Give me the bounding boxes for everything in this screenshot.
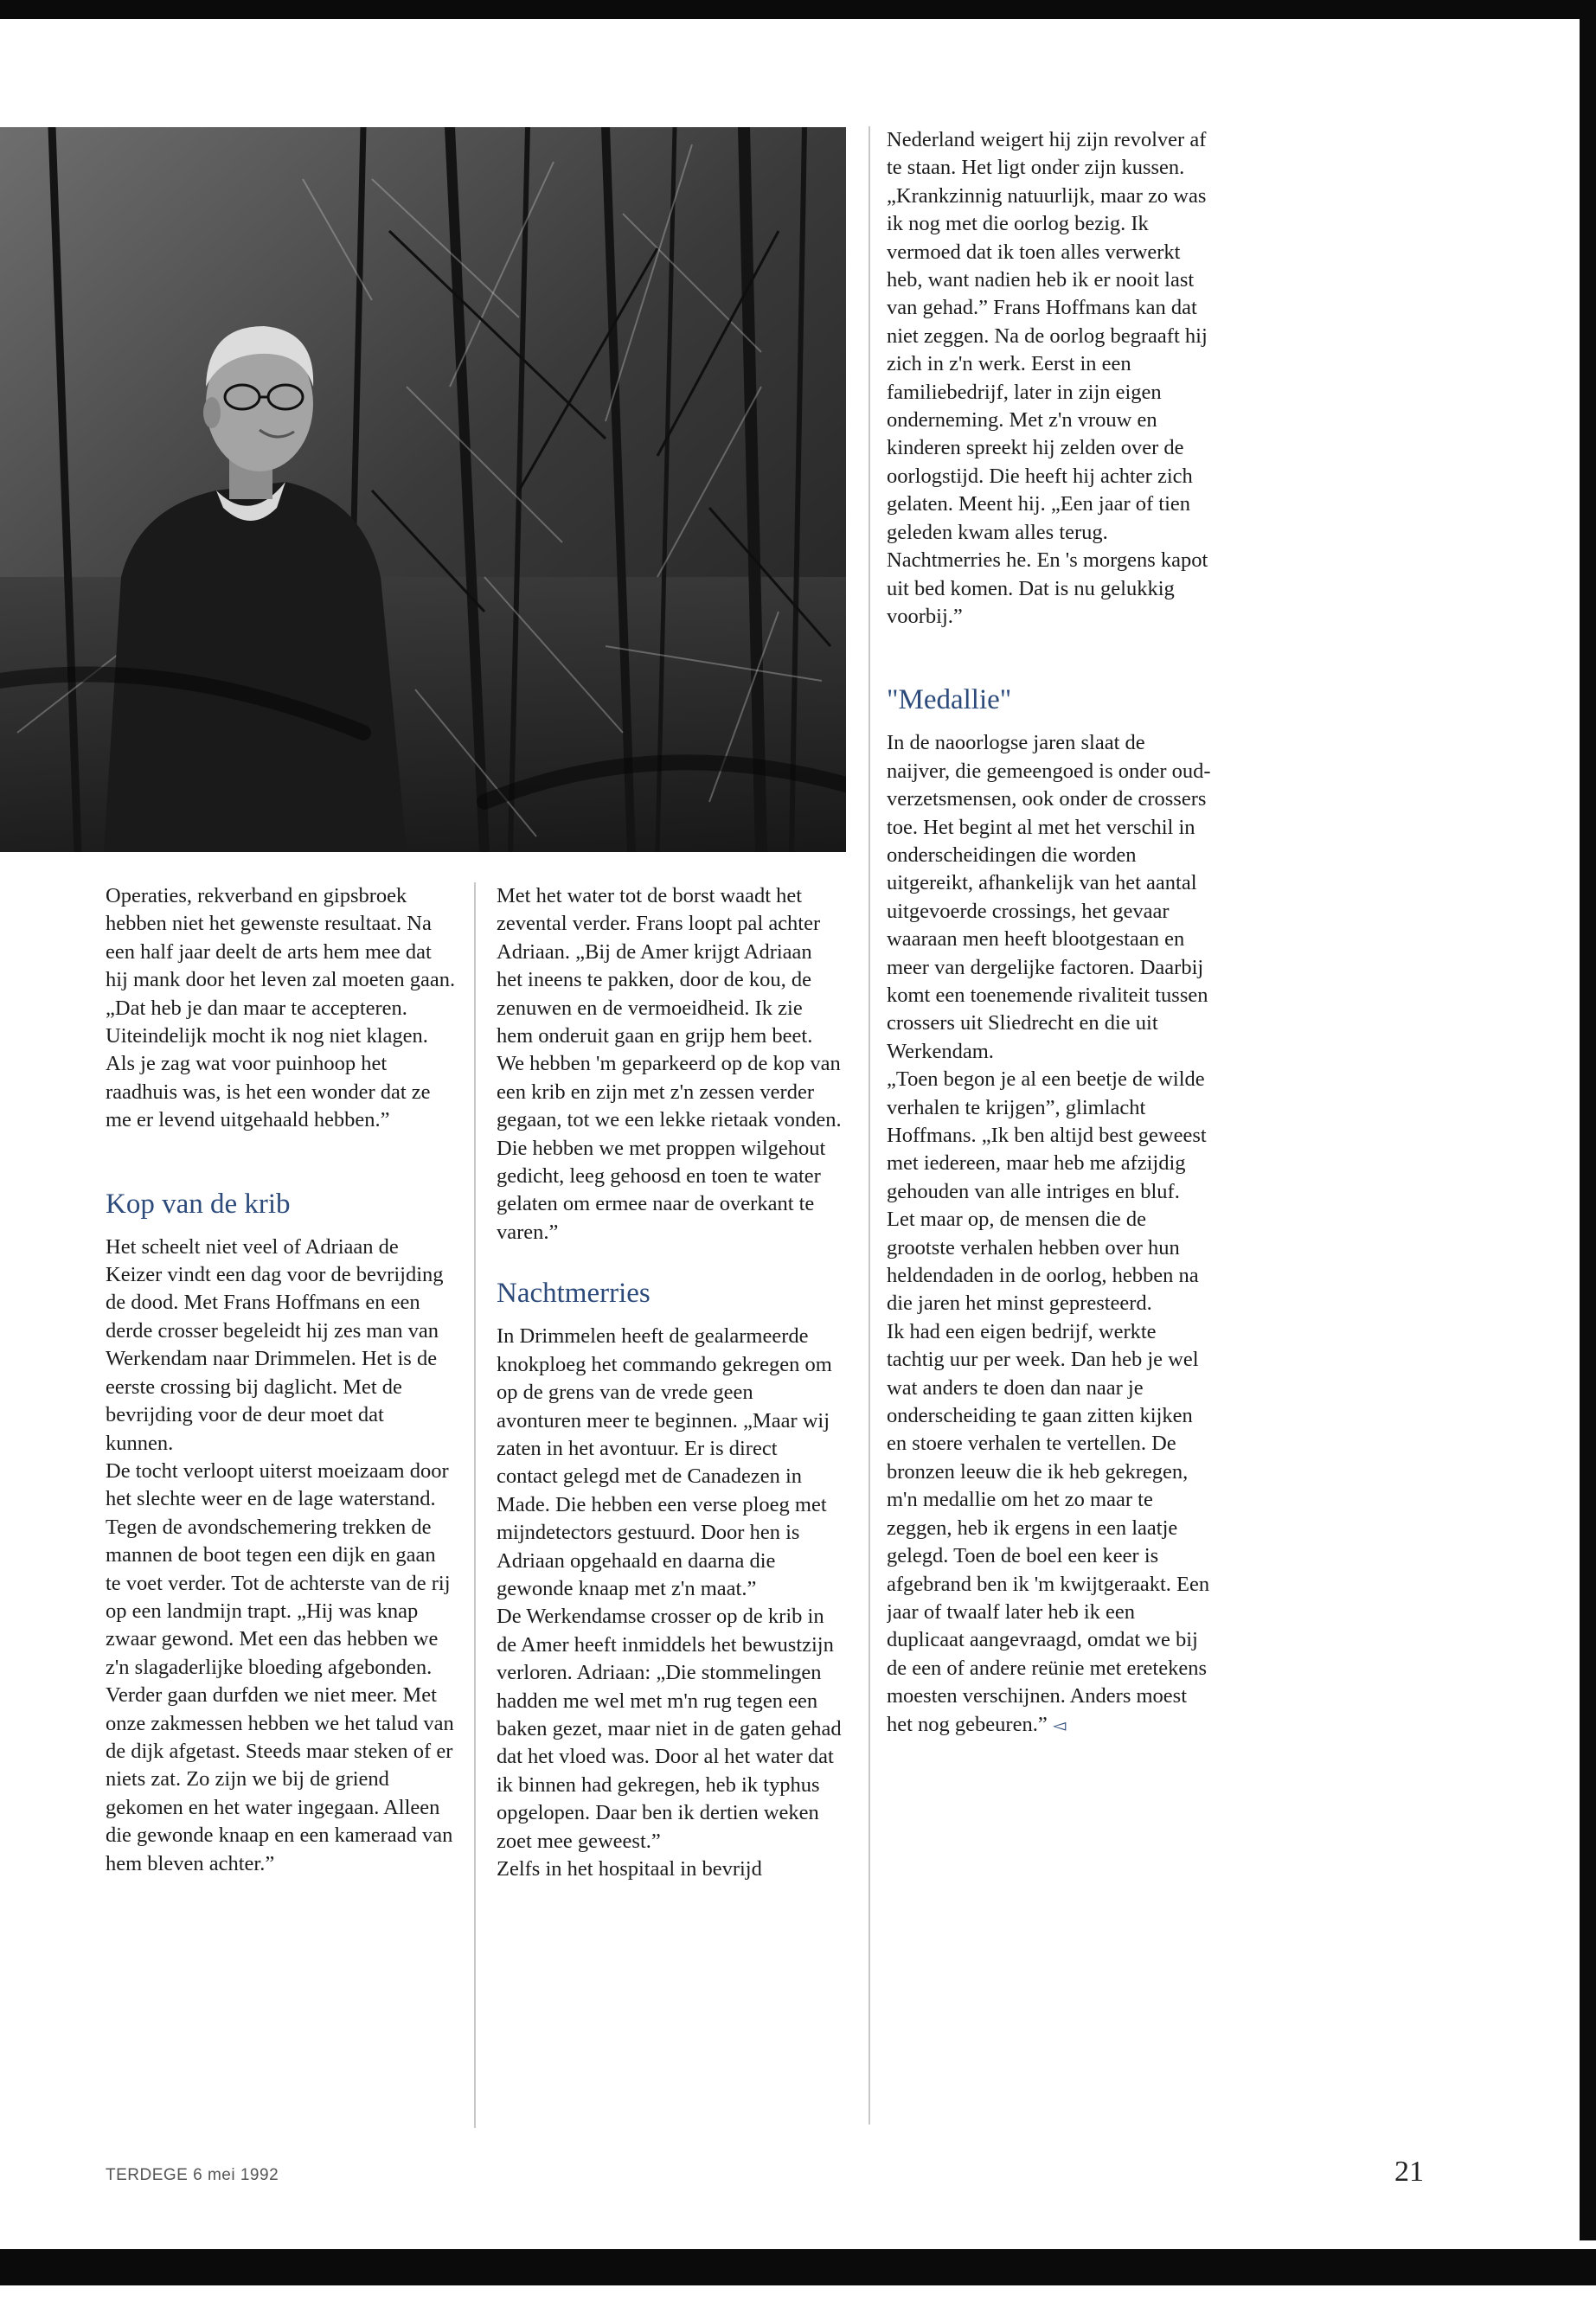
subheading-nachtmerries: Nachtmerries [497,1278,651,1310]
subheading-kop-van-de-krib: Kop van de krib [106,1188,291,1220]
paragraph: De tocht verloopt uiterst moeizaam door het slechte weer en de lage waterstand. Tegen de avondschemering trekken de mannen de boot tegen een dijk en gaan te voet verder. Tot de achterste van de rij op een landmijn trapt. „Hij was knap zwaar gewond. Met een das hebben we z'n slagaderlijke bloeding afgebonden. Verder gaan durfden we niet meer. Met onze zakmessen hebben we het talud van de dijk afgetast. Steeds maar steken of er niets zat. Zo zijn we bij de griend gekomen en het water ingegaan. Alleen die gewonde knaap en een kameraad van hem bleven achter.” [106,1458,454,1875]
paragraph: Met het water tot de borst waadt het zevental verder. Frans loopt pal achter Adriaan. „Bij de Amer krijgt Adriaan het ineens te pakken, door de kou, de zenuwen en de vermoeidheid. Ik zie hem onderuit gaan en grijp hem beet. We hebben 'm geparkeerd op de kop van een krib en zijn met z'n zessen verder gegaan, tot we een lekke rietaak vonden. Die hebben we met proppen wilgehout gedicht, leeg gehoosd en toen te water gelaten om ermee naar de overkant te varen.” [497,884,842,1244]
paragraph: De Werkendamse crosser op de krib in de Amer heeft inmiddels het bewustzijn verloren. Adriaan: „Die stommelingen hadden me wel met m'n rug tegen een baken gezet, maar niet in de gaten gehad dat het vloed was. Door al het water dat ik binnen had gekregen, heb ik typhus opgelopen. Daar ben ik dertien weken zoet mee geweest.” [497,1605,842,1853]
right-black-rule [1580,0,1596,2240]
article-column-2 [497,882,843,1883]
paragraph: Operaties, rekverband en gipsbroek hebben niet het gewenste resultaat. Na een half jaar deelt de arts hem mee dat hij mank door het leven zal moeten gaan. „Dat heb je dan maar te accepteren. Uiteindelijk mocht ik nog niet klagen. Als je zag wat voor puinhoop het raadhuis was, is het een wonder dat ze me er levend uitgehaald hebben.” [106,884,456,1132]
article-photo [0,127,846,852]
end-of-article-icon: ◅ [1052,1715,1067,1735]
page-number: 21 [1394,2156,1424,2188]
paragraph: In de naoorlogse jaren slaat de naijver, die gemeengoed is onder oud-verzetsmensen, ook onder de crossers toe. Het begint al met het verschil in onderscheidingen die worden uitgereikt, afhankelijk van het aantal uitgevoerde crossings, het gevaar waaraan men heeft blootgestaan en meer van dergelijke factoren. Daarbij komt een toenemende rivaliteit tussen crossers uit Sliedrecht en die uit Werkendam. [887,731,1211,1063]
subheading-medallie: "Medallie" [887,684,1012,716]
top-black-rule [0,0,1596,19]
bottom-black-rule [0,2249,1596,2285]
paragraph: Het scheelt niet veel of Adriaan de Keizer vindt een dag voor de bevrijding de dood. Met Frans Hoffmans en een derde crosser begeleidt hij zes man van Werkendam naar Drimmelen. Het is de eerste crossing bij daglicht. Met de bevrijding voor de deur moet dat kunnen. [106,1234,444,1455]
paragraph: Zelfs in het hospitaal in bevrijd [497,1857,762,1881]
article-column-1 [106,882,456,1878]
article-column-3 [887,126,1212,1740]
paragraph: In Drimmelen heeft de gealarmeerde knokploeg het commando gekregen om op de grens van de vrede geen avonturen meer te beginnen. „Maar wij zaten in het avontuur. Er is direct contact gelegd met de Canadezen in Made. Die hebben een verse ploeg met mijndetectors gestuurd. Door hen is Adriaan opgehaald en daarna die gewonde knaap met z'n maat.” [497,1324,832,1600]
column-divider [474,882,476,2128]
paragraph: „Toen begon je al een beetje de wilde verhalen te krijgen”, glimlacht Hoffmans. „Ik ben altijd best geweest met iedereen, maar heb me afzijdig gehouden van alle intriges en bluf. Let maar op, de mensen die de grootste verhalen hebben over hun heldendaden in de oorlog, hebben na die jaren het minst gepresteerd. [887,1067,1207,1316]
publication-footer: TERDEGE 6 mei 1992 [106,2166,279,2184]
paragraph [887,1318,1212,1740]
paragraph: Nederland weigert hij zijn revolver af te staan. Het ligt onder zijn kussen. „Krankzinnig natuurlijk, maar zo was ik nog met die oorlog bezig. Ik vermoed dat ik toen alles verwerkt heb, want nadien heb ik er nooit last van gehad.” Frans Hoffmans kan dat niet zeggen. Na de oorlog begraaft hij zich in z'n werk. Eerst in een familiebedrijf, later in zijn eigen onderneming. Met z'n vrouw en kinderen spreekt hij zelden over de oorlogstijd. Die heeft hij achter zich gelaten. Meent hij. „Een jaar of tien geleden kwam alles terug. Nachtmerries he. En 's morgens kapot uit bed komen. Dat is nu gelukkig voorbij.” [887,128,1208,628]
paragraph-text: Ik had een eigen bedrijf, werkte tachtig uur per week. Dan heb je wel wat anders te doen dan naar je onderscheiding te gaan zitten kijken en stoere verhalen te vertellen. De bronzen leeuw die ik heb gekregen, m'n medallie om het zo maar te zeggen, heb ik ergens in een laatje gelegd. Toen de boel een keer is afgebrand ben ik 'm kwijtgeraakt. Een jaar of twaalf later heb ik een duplicaat aangevraagd, omdat we bij de een of andere reünie met eretekens moesten verschijnen. Anders moest het nog gebeuren.” [887,1319,1210,1736]
column-divider [869,126,870,2125]
